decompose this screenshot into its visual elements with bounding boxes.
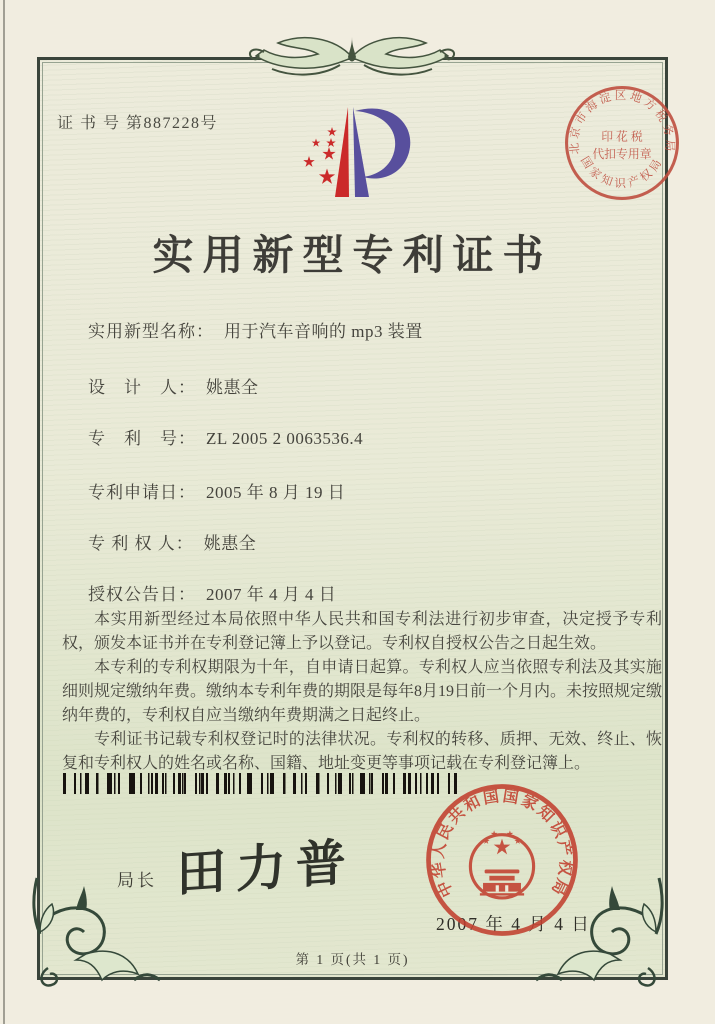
tax-stamp-seal <box>556 77 688 209</box>
field-designer <box>88 373 259 398</box>
body-paragraph-1: 本实用新型经过本局依照中华人民共和国专利法进行初步审查，决定授予专利权，颁发本证书并在专利登记簿上予以登记。专利权自授权公告之日起生效。 <box>62 611 662 652</box>
tax-stamp-center-line2: 代扣专用章 <box>592 146 652 161</box>
field-patent-number <box>88 424 363 449</box>
page-footer: 第 1 页(共 1 页) <box>295 952 410 967</box>
scan-edge-line <box>3 0 5 1024</box>
tax-stamp-top-arc-text: 北京市海淀区地方税务局 <box>568 89 676 155</box>
field-value: 姚惠全 <box>203 534 257 553</box>
svg-text:北京市海淀区地方税务局 <box>567 89 677 155</box>
field-label: 设 计 人： <box>88 378 196 397</box>
field-value: 2007 年 4 月 4 日 <box>206 585 337 604</box>
field-filing-date <box>88 478 345 503</box>
corner-ornament-right <box>535 876 670 1011</box>
logo-red-wedge <box>335 107 349 197</box>
field-label: 专 利 号： <box>88 429 196 448</box>
field-label: 实用新型名称： <box>88 322 214 341</box>
field-label: 授权公告日： <box>88 585 196 604</box>
field-label: 专利申请日： <box>88 483 196 502</box>
field-value: ZL 2005 2 0063536.4 <box>206 429 364 448</box>
field-grant-date <box>88 580 336 605</box>
tax-stamp-center-line1: 印 花 税 <box>601 129 643 144</box>
tax-stamp-bottom-arc-text: 国家知识产权局 <box>577 154 667 191</box>
logo-purple-wedge <box>353 107 369 197</box>
legal-text-block <box>62 608 662 776</box>
cnipa-logo <box>293 103 433 203</box>
field-utility-model-name <box>88 317 423 342</box>
body-paragraph-2: 本专利的专利权期限为十年，自申请日起算。专利权人应当依照专利法及其实施细则规定缴纳年费。缴纳本专利年费的期限是每年8月19日前一个月内。未按照规定缴纳年费的，专利权自应当缴纳年费期满之日起终止。 <box>62 659 663 724</box>
corner-ornament-left <box>26 876 161 1011</box>
field-value: 姚惠全 <box>206 378 259 397</box>
field-label: 专 利 权 人： <box>88 534 194 553</box>
logo-stars <box>303 127 336 184</box>
director-label: 局长 <box>117 871 157 890</box>
field-value: 用于汽车音响的 mp3 装置 <box>224 322 423 341</box>
top-border-ornament <box>244 27 460 89</box>
field-patentee <box>88 529 256 554</box>
barcode <box>63 773 457 794</box>
certificate-number: 证 书 号 第887228号 <box>57 115 219 132</box>
director-signature: 田力普 <box>176 833 356 903</box>
official-seal-arc-text: 中华人民共和国国家知识产权局 <box>429 787 575 900</box>
body-paragraph-3: 专利证书记载专利权登记时的法律状况。专利权的转移、质押、无效、终止、恢复和专利权人的姓名或名称、国籍、地址变更等事项记载在专利登记簿上。 <box>62 731 662 772</box>
field-value: 2005 年 8 月 19 日 <box>206 483 346 502</box>
seal-date: 2007 年 4 月 4 日 <box>436 914 591 934</box>
certificate-title: 实用新型专利证书 <box>152 232 553 278</box>
